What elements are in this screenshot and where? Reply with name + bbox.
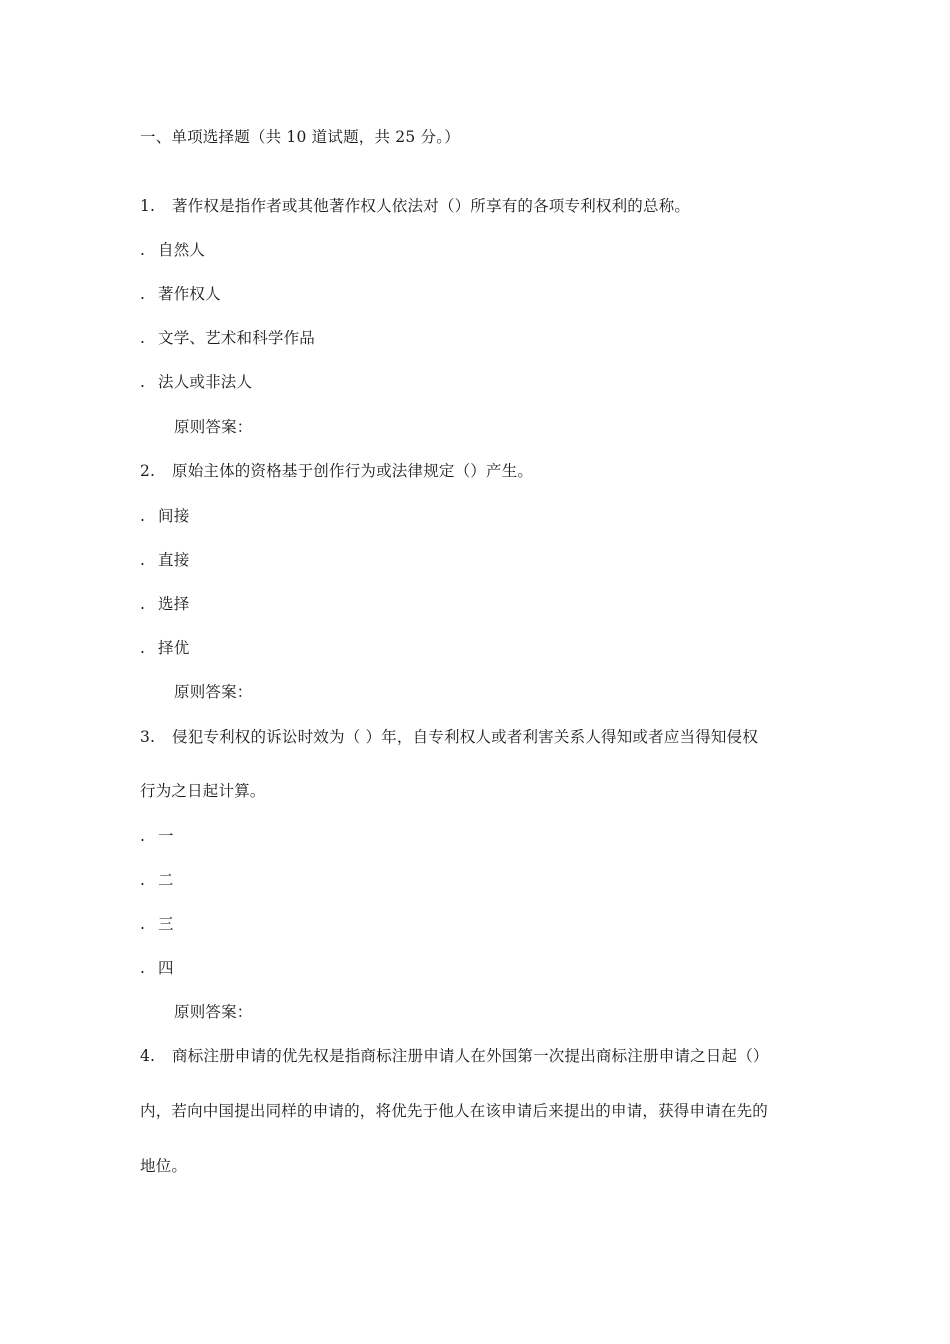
option-marker: . xyxy=(140,959,146,977)
question-line: 侵犯专利权的诉讼时效为（ ）年，自专利权人或者利害关系人得知或者应当得知侵权 xyxy=(172,728,759,746)
option-text: 自然人 xyxy=(158,241,206,259)
option-item xyxy=(140,957,174,979)
option-text: 文学、艺术和科学作品 xyxy=(158,329,316,347)
option-item xyxy=(140,283,221,305)
option-marker: . xyxy=(140,241,146,259)
option-marker: . xyxy=(140,595,146,613)
option-text: 选择 xyxy=(158,595,190,613)
option-marker: . xyxy=(140,551,146,569)
question-1-text xyxy=(140,195,690,217)
option-item xyxy=(140,327,315,349)
question-number: 4. xyxy=(140,1047,156,1065)
option-item xyxy=(140,371,252,393)
option-text: 直接 xyxy=(158,551,190,569)
option-marker: . xyxy=(140,373,146,391)
answer-label: 原则答案： xyxy=(174,1003,253,1021)
option-marker: . xyxy=(140,285,146,303)
option-marker: . xyxy=(140,329,146,347)
question-line: 原始主体的资格基于创作行为或法律规定（）产生。 xyxy=(172,462,534,480)
option-item xyxy=(140,913,174,935)
option-marker: . xyxy=(140,915,146,933)
section-title: 一、单项选择题（共 10 道试题，共 25 分。） xyxy=(140,128,460,146)
option-text: 一 xyxy=(158,827,174,845)
question-3-text xyxy=(140,726,758,748)
option-text: 间接 xyxy=(158,507,190,525)
option-item xyxy=(140,549,189,571)
answer-label: 原则答案： xyxy=(174,418,253,436)
option-marker: . xyxy=(140,871,146,889)
option-text: 四 xyxy=(158,959,174,977)
option-text: 著作权人 xyxy=(158,285,221,303)
question-number: 1. xyxy=(140,197,156,215)
question-line-continued: 内，若向中国提出同样的申请的，将优先于他人在该申请后来提出的申请，获得申请在先的 xyxy=(140,1102,769,1120)
question-number: 2. xyxy=(140,462,156,480)
option-marker: . xyxy=(140,827,146,845)
question-4-text xyxy=(140,1045,769,1067)
option-text: 择优 xyxy=(158,639,190,657)
option-text: 法人或非法人 xyxy=(158,373,253,391)
answer-label: 原则答案： xyxy=(174,683,253,701)
question-2-text xyxy=(140,460,533,482)
question-number: 3. xyxy=(140,728,156,746)
option-item xyxy=(140,637,189,659)
question-line: 商标注册申请的优先权是指商标注册申请人在外国第一次提出商标注册申请之日起（） xyxy=(172,1047,769,1065)
option-text: 三 xyxy=(158,915,174,933)
option-text: 二 xyxy=(158,871,174,889)
option-marker: . xyxy=(140,507,146,525)
option-item xyxy=(140,593,189,615)
option-item xyxy=(140,239,205,261)
question-line: 著作权是指作者或其他著作权人依法对（）所享有的各项专利权利的总称。 xyxy=(172,197,691,215)
question-line-continued: 地位。 xyxy=(140,1157,188,1175)
option-marker: . xyxy=(140,639,146,657)
question-line-continued: 行为之日起计算。 xyxy=(140,782,266,800)
option-item xyxy=(140,825,174,847)
option-item xyxy=(140,505,189,527)
option-item xyxy=(140,869,174,891)
